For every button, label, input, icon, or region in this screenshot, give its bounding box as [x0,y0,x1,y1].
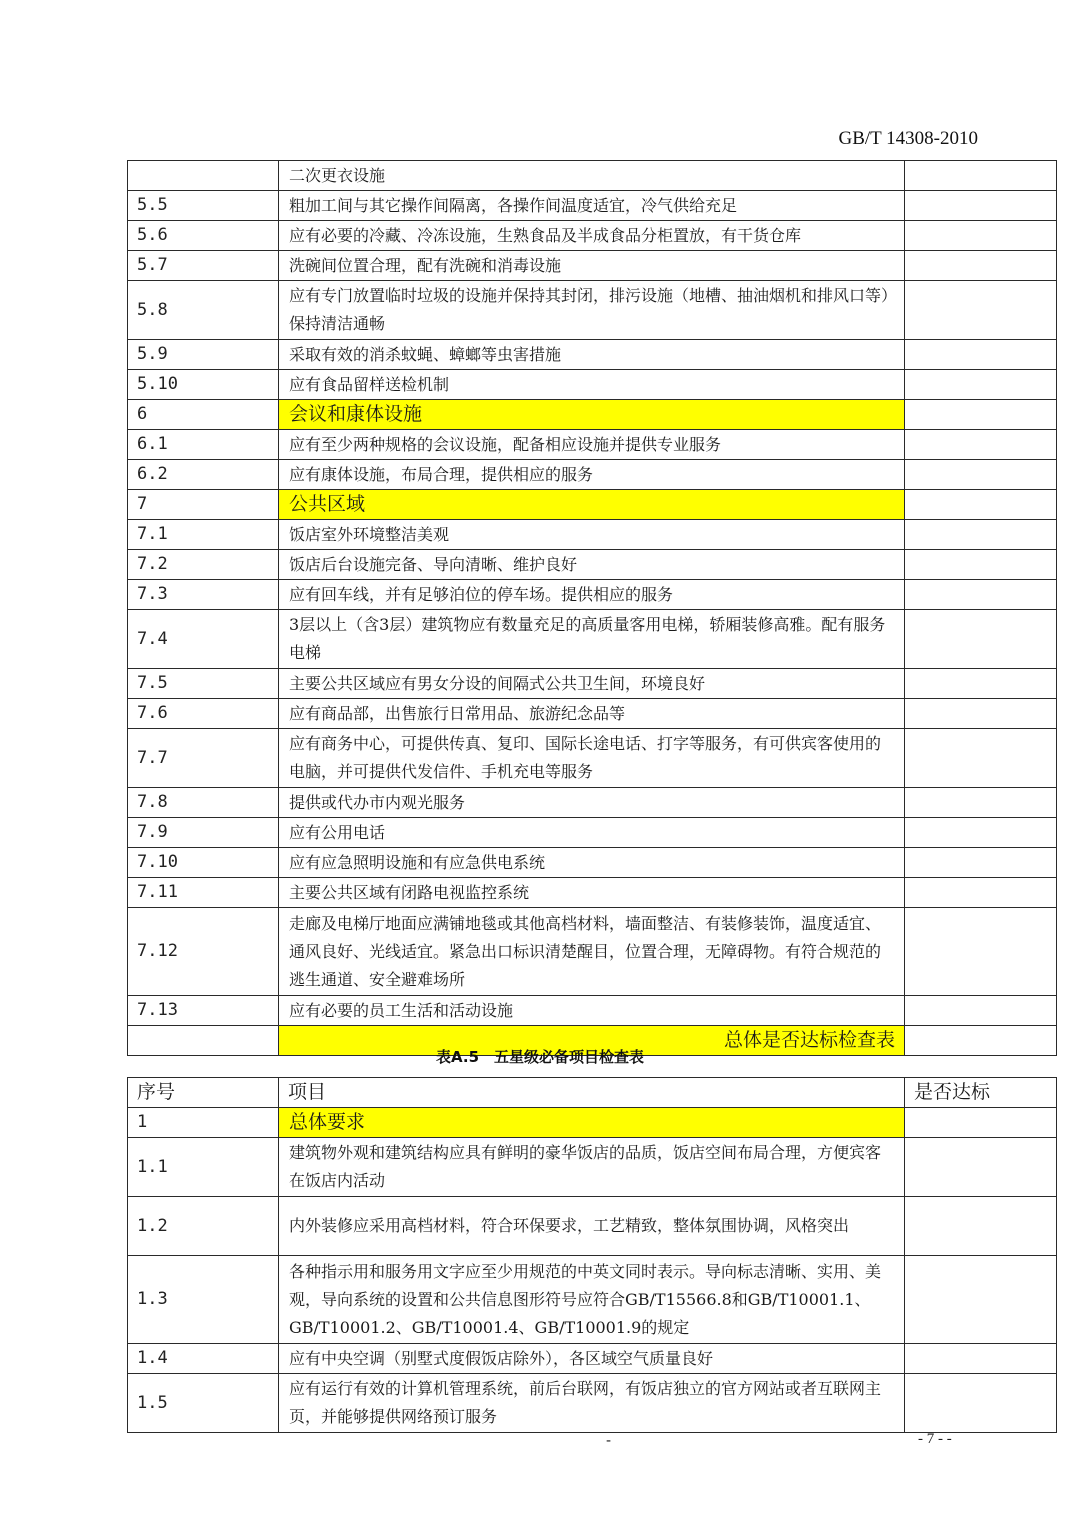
table-row [128,788,1057,818]
section-row [128,490,1057,520]
row-number: 1 [128,1108,279,1138]
row-number: 7 [128,490,279,520]
row-item-text: 应有必要的冷藏、冷冻设施，生熟食品及半成食品分柜置放，有干货仓库 [279,221,905,251]
row-number: 1.1 [128,1138,279,1197]
row-result-cell[interactable] [905,490,1057,520]
row-number: 7.3 [128,580,279,610]
table-row [128,996,1057,1026]
table-row [128,610,1057,669]
row-result-cell[interactable] [905,191,1057,221]
row-item-text: 应有公用电话 [279,818,905,848]
row-result-cell[interactable] [905,370,1057,400]
row-item-text: 洗碗间位置合理，配有洗碗和消毒设施 [279,251,905,281]
row-item-text: 采取有效的消杀蚊蝇、蟑螂等虫害措施 [279,340,905,370]
row-result-cell[interactable] [905,281,1057,340]
row-result-cell[interactable] [905,1344,1057,1374]
table-row [128,251,1057,281]
table-row [128,281,1057,340]
row-item-text: 主要公共区域有闭路电视监控系统 [279,878,905,908]
row-number: 6.1 [128,430,279,460]
row-item-text: 应有商品部，出售旅行日常用品、旅游纪念品等 [279,699,905,729]
row-number: 7.7 [128,729,279,788]
row-item-text: 应有必要的员工生活和活动设施 [279,996,905,1026]
row-item-text: 饭店室外环境整洁美观 [279,520,905,550]
row-result-cell[interactable] [905,818,1057,848]
row-number: 5.5 [128,191,279,221]
row-item-text: 应有至少两种规格的会议设施，配备相应设施并提供专业服务 [279,430,905,460]
table-row [128,340,1057,370]
row-number: 7.8 [128,788,279,818]
row-result-cell[interactable] [905,729,1057,788]
row-number: 5.9 [128,340,279,370]
row-number: 5.10 [128,370,279,400]
table-row [128,1138,1057,1197]
table-row [128,1197,1057,1256]
row-item-text: 会议和康体设施 [279,400,905,430]
row-number: 1.2 [128,1197,279,1256]
section-row [128,400,1057,430]
row-result-cell[interactable] [905,340,1057,370]
row-result-cell[interactable] [905,788,1057,818]
row-result-cell[interactable] [905,580,1057,610]
row-number: 6.2 [128,460,279,490]
page-number: - 7 - - [918,1431,952,1447]
table-row [128,669,1057,699]
row-number: 7.13 [128,996,279,1026]
row-number: 1.3 [128,1256,279,1344]
row-item-text: 粗加工间与其它操作间隔离，各操作间温度适宜，冷气供给充足 [279,191,905,221]
row-item-text: 内外装修应采用高档材料，符合环保要求，工艺精致，整体氛围协调，风格突出 [279,1197,905,1256]
standard-code: GB/T 14308-2010 [838,128,978,149]
row-number [128,161,279,191]
table-row [128,878,1057,908]
row-item-text: 公共区域 [279,490,905,520]
row-result-cell[interactable] [905,550,1057,580]
row-result-cell[interactable] [905,460,1057,490]
table-row [128,729,1057,788]
row-number: 7.1 [128,520,279,550]
row-item-text: 应有商务中心，可提供传真、复印、国际长途电话、打字等服务，有可供宾客使用的电脑，并可提供代发信件、手机充电等服务 [279,729,905,788]
table-row [128,818,1057,848]
row-item-text: 各种指示用和服务用文字应至少用规范的中英文同时表示。导向标志清晰、实用、美观，导向系统的设置和公共信息图形符号应符合GB/T15566.8和GB/T10001.1、GB/T10001.2、GB/T10001.4、GB/T10001.9的规定 [279,1256,905,1344]
row-result-cell[interactable] [905,1374,1057,1433]
table-row [128,430,1057,460]
row-item-text: 应有康体设施，布局合理，提供相应的服务 [279,460,905,490]
row-result-cell[interactable] [905,1108,1057,1138]
table-caption: 表A.5 五星级必备项目检查表 [435,1048,645,1066]
row-number: 7.10 [128,848,279,878]
table-row [128,221,1057,251]
table-row [128,848,1057,878]
row-result-cell[interactable] [905,848,1057,878]
row-item-text: 走廊及电梯厅地面应满铺地毯或其他高档材料，墙面整洁、有装修装饰，温度适宜、通风良好、光线适宜。紧急出口标识清楚醒目，位置合理，无障碍物。有符合规范的逃生通道、安全避难场所 [279,908,905,996]
row-number: 7.5 [128,669,279,699]
row-result-cell[interactable] [905,908,1057,996]
row-number: 1.4 [128,1344,279,1374]
table-row [128,550,1057,580]
header-item: 项目 [279,1078,905,1108]
row-item-text: 应有专门放置临时垃圾的设施并保持其封闭，排污设施（地槽、抽油烟机和排风口等）保持清洁通畅 [279,281,905,340]
checklist-table-continued [127,160,1057,1056]
row-result-cell[interactable] [905,430,1057,460]
row-item-text: 提供或代办市内观光服务 [279,788,905,818]
row-item-text: 主要公共区域应有男女分设的间隔式公共卫生间，环境良好 [279,669,905,699]
footer-mark: - [606,1431,612,1449]
row-result-cell[interactable] [905,221,1057,251]
row-result-cell[interactable] [905,610,1057,669]
row-number: 7.6 [128,699,279,729]
row-result-cell[interactable] [905,669,1057,699]
row-number: 1.5 [128,1374,279,1433]
row-result-cell[interactable] [905,878,1057,908]
table-row [128,370,1057,400]
row-item-text: 应有中央空调（别墅式度假饭店除外），各区域空气质量良好 [279,1344,905,1374]
row-item-text: 应有应急照明设施和有应急供电系统 [279,848,905,878]
table-row [128,908,1057,996]
row-item-text: 应有食品留样送检机制 [279,370,905,400]
row-number: 5.6 [128,221,279,251]
row-item-text: 应有运行有效的计算机管理系统，前后台联网，有饭店独立的官方网站或者互联网主页，并能够提供网络预订服务 [279,1374,905,1433]
row-item-text: 总体要求 [279,1108,905,1138]
table-row [128,1344,1057,1374]
row-number: 7.12 [128,908,279,996]
row-number: 7.4 [128,610,279,669]
row-result-cell[interactable] [905,520,1057,550]
row-result-cell[interactable] [905,161,1057,191]
table-row [128,161,1057,191]
header-num: 序号 [128,1078,279,1108]
row-result-cell[interactable] [905,1256,1057,1344]
row-result-cell[interactable] [905,251,1057,281]
row-number: 5.7 [128,251,279,281]
row-result-cell[interactable] [905,400,1057,430]
row-result-cell[interactable] [905,996,1057,1026]
row-item-text: 建筑物外观和建筑结构应具有鲜明的豪华饭店的品质，饭店空间布局合理，方便宾客在饭店内活动 [279,1138,905,1197]
row-result-cell[interactable] [905,1197,1057,1256]
row-number: 5.8 [128,281,279,340]
row-result-cell[interactable] [905,699,1057,729]
row-number: 6 [128,400,279,430]
row-item-text: 应有回车线，并有足够泊位的停车场。提供相应的服务 [279,580,905,610]
table-header-row [128,1078,1057,1108]
table-row [128,699,1057,729]
row-number: 7.2 [128,550,279,580]
table-row [128,1374,1057,1433]
table-row [128,520,1057,550]
row-item-text: 总体是否达标检查表 [279,1026,905,1056]
table-row [128,580,1057,610]
row-item-text: 二次更衣设施 [279,161,905,191]
row-item-text: 饭店后台设施完备、导向清晰、维护良好 [279,550,905,580]
five-star-checklist-table [127,1077,1057,1433]
row-number: 7.11 [128,878,279,908]
row-number: 7.9 [128,818,279,848]
table-row [128,460,1057,490]
section-row [128,1108,1057,1138]
table-row [128,191,1057,221]
table-row [128,1256,1057,1344]
row-item-text: 3层以上（含3层）建筑物应有数量充足的高质量客用电梯，轿厢装修高雅。配有服务电梯 [279,610,905,669]
row-result-cell[interactable] [905,1138,1057,1197]
header-result: 是否达标 [905,1078,1057,1108]
